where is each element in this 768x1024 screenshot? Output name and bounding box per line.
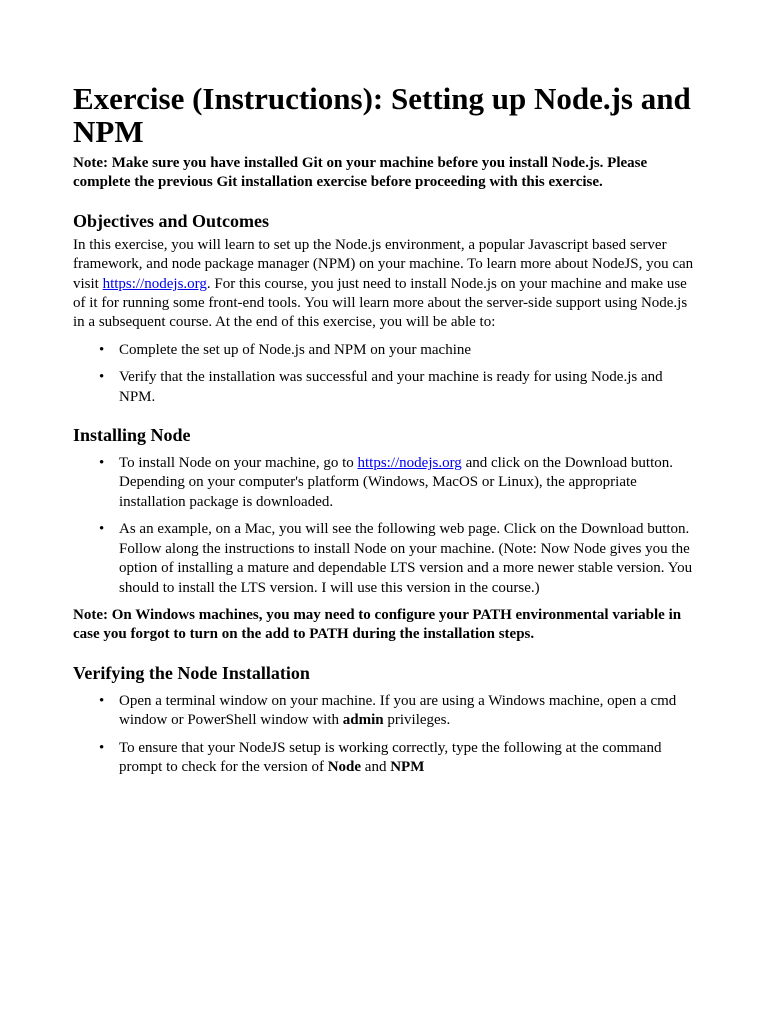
install-text-after-link: and click on the Download button. Depending on your computer's platform (Windows, MacOS or Linux), the appropriate installation package is downloaded. [119,455,674,510]
verify-text-before-bold: Open a terminal window on your machine. If you are using a Windows machine, open a cmd window or PowerShell window with [119,692,677,729]
verify-version-text: To ensure that your NodeJS setup is working correctly, type the following at the command prompt to check for the version of [119,739,662,775]
objectives-paragraph [73,236,698,333]
list-item-text: Verify that the installation was successful and your machine is ready for using Node.js and NPM. [119,369,663,405]
verifying-heading: Verifying the Node Installation [73,662,310,683]
page-title: Exercise (Instructions): Setting up Node.js and NPM [73,81,691,149]
bullet-icon: • [99,455,105,472]
bullet-icon: • [99,341,105,358]
verify-text-after-bold: privileges. [383,712,451,729]
list-item-text: As an example, on a Mac, you will see the following web page. Click on the Download button. Follow along the instructions to install Node on your machine. (Note: Now Node gives you the option of installing a mature and dependable LTS version and a more newer stable version. You should to install the LTS version. I will use this version in the course.) [119,521,693,596]
npm-bold: NPM [390,758,425,775]
nodejs-link[interactable]: https://nodejs.org [102,275,207,292]
admin-bold: admin [342,712,384,729]
objectives-text-before-link: In this exercise, you will learn to set up the Node.js environment, a popular Javascript based server framework, and node package manager (NPM) on your machine. To learn more about NodeJS, you can visit [73,236,694,292]
objectives-list [73,341,698,407]
intro-note: Note: Make sure you have installed Git on your machine before you install Node.js. Please complete the previous Git installation exercise before proceeding with this exercise. [73,155,648,191]
list-item [73,692,698,731]
windows-path-note: Note: On Windows machines, you may need to configure your PATH environmental variable in case you forgot to turn on the add to PATH during the installation steps. [73,606,682,643]
verifying-list [73,692,698,778]
bullet-icon: • [99,369,105,386]
list-item [73,368,698,407]
node-bold: Node [327,758,362,775]
list-item [73,341,698,360]
objectives-heading: Objectives and Outcomes [73,210,269,231]
install-text-before-link: To install Node on your machine, go to [119,455,358,472]
installing-list [73,454,698,598]
list-item [73,520,698,598]
and-text: and [361,758,391,775]
list-item [73,739,698,778]
installing-heading: Installing Node [73,425,191,446]
list-item-text: Complete the set up of Node.js and NPM on your machine [119,341,472,358]
nodejs-download-link[interactable]: https://nodejs.org [357,455,462,472]
objectives-text-after-link: . For this course, you just need to install Node.js on your machine and make use of it for running some front-end tools. You will learn more about the server-side support using Node.js in a subsequent course. At the end of this exercise, you will be able to: [73,275,688,331]
list-item [73,454,698,512]
bullet-icon: • [99,692,105,709]
bullet-icon: • [99,521,105,538]
bullet-icon: • [99,739,105,756]
